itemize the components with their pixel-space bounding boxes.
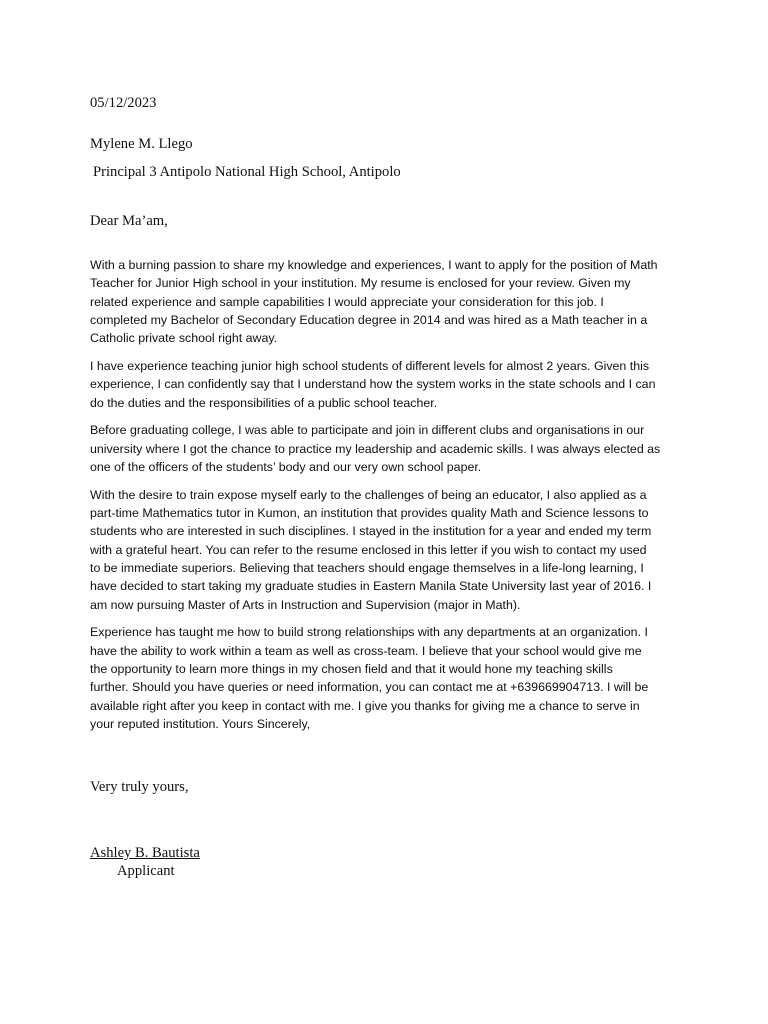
body-line: students who are interested in such disciplines. I stayed in the institution for a year and ended my term <box>90 524 652 539</box>
body-paragraph <box>90 357 680 412</box>
signature-role: Applicant <box>117 863 175 879</box>
body-line: related experience and sample capabilities I would appreciate your consideration for this job. I <box>90 294 604 309</box>
body-line: with a grateful heart. You can refer to the resume enclosed in this letter if you wish to contact my used <box>90 542 647 557</box>
body-line: part-time Mathematics tutor in Kumon, an institution that provides quality Math and Science lessons to <box>90 506 649 521</box>
body-line: one of the officers of the students’ body and our very own school paper. <box>90 459 482 474</box>
body-line: available right after you keep in contact with me. I give you thanks for giving me a chance to serve in <box>90 698 640 713</box>
body-line: With the desire to train expose myself early to the challenges of being an educator, I also applied as a <box>90 487 647 502</box>
body-line: Experience has taught me how to build strong relationships with any departments at an organization. I <box>90 625 648 640</box>
letter-body <box>90 256 680 743</box>
body-line: With a burning passion to share my knowledge and experiences, I want to apply for the position of Math <box>90 258 658 272</box>
body-line: do the duties and the responsibilities of a public school teacher. <box>90 395 438 410</box>
body-line: your reputed institution. Yours Sincerely, <box>90 716 311 731</box>
body-line: am now pursuing Master of Arts in Instruction and Supervision (major in Math). <box>90 597 521 612</box>
body-line: have the ability to work within a team as well as cross-team. I believe that your school would give me <box>90 643 642 658</box>
body-paragraph <box>90 486 680 614</box>
body-line: Teacher for Junior High school in your institution. My resume is enclosed for your review. Given my <box>90 276 631 291</box>
body-line: Before graduating college, I was able to participate and join in different clubs and organisations in our <box>90 423 645 438</box>
body-line: university where I got the chance to practice my leadership and academic skills. I was always elected as <box>90 441 661 456</box>
signature-name: Ashley B. Bautista <box>90 845 200 861</box>
body-line: I have experience teaching junior high school students of different levels for almost 2 years. Given this <box>90 358 650 373</box>
recipient-name: Mylene M. Llego <box>90 136 193 152</box>
body-line: completed my Bachelor of Secondary Education degree in 2014 and was hired as a Math teacher in a <box>90 312 648 327</box>
recipient-title: Principal 3 Antipolo National High School, Antipolo <box>93 164 401 180</box>
body-line: experience, I can confidently say that I understand how the system works in the state schools and I can <box>90 377 656 392</box>
body-line: Catholic private school right away. <box>90 331 278 346</box>
body-line: further. Should you have queries or need information, you can contact me at +639669904713. I will be <box>90 680 649 695</box>
letter-date: 05/12/2023 <box>90 95 157 111</box>
body-line: to be immediate superiors. Believing that teachers should engage themselves in a life-long learning, I <box>90 560 644 575</box>
body-line: have decided to start taking my graduate studies in Eastern Manila State University last year of 2016. I <box>90 579 652 594</box>
closing: Very truly yours, <box>90 779 189 795</box>
salutation: Dear Ma’am, <box>90 213 168 229</box>
body-paragraph <box>90 421 680 476</box>
body-paragraph <box>90 256 680 347</box>
body-line: the opportunity to learn more things in my chosen field and that it would hone my teaching skills <box>90 661 613 676</box>
body-paragraph <box>90 623 680 733</box>
